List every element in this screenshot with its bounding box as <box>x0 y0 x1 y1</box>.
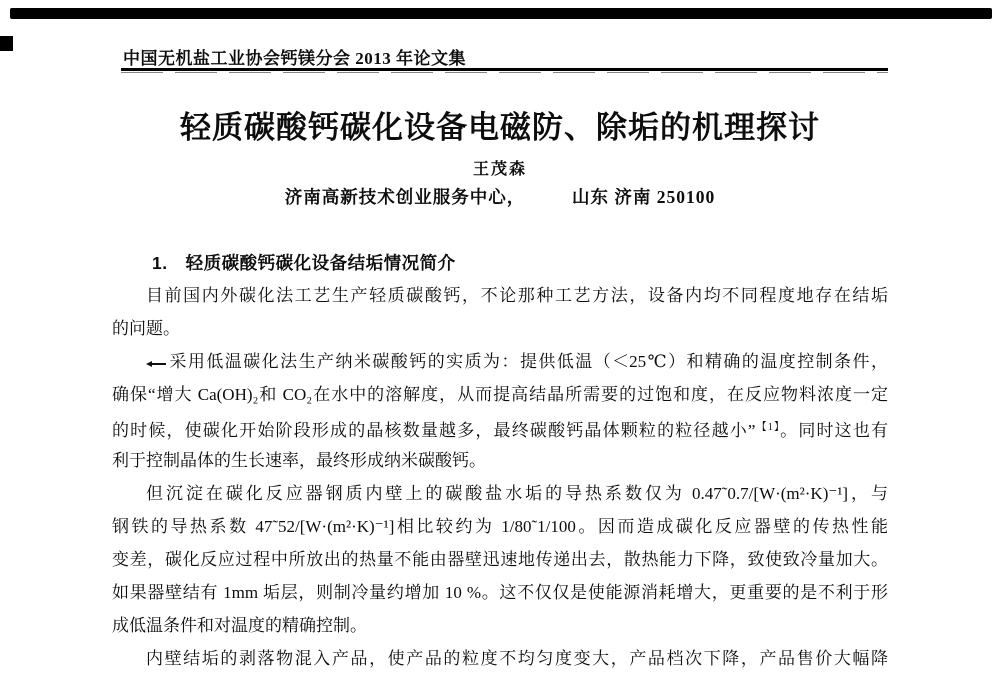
body-line: 但沉淀在碳化反应器钢质内壁上的碳酸盐水垢的导热系数仅为 0.47˜0.7/[W·(m²·K)⁻¹]，与 <box>146 484 888 503</box>
body-line: 目前国内外碳化法工艺生产轻质碳酸钙，不论那种工艺方法，设备内均不同程度地存在结垢 <box>146 286 888 305</box>
text-segment: 采用低温碳化法生产纳米碳酸钙的实质为：提供低温（＜25℃）和精确的温度控制条件， <box>168 352 888 371</box>
body-line: 确保“增大 Ca(OH)₂和 CO₂在水中的溶解度，从而提高结晶所需要的过饱和度，在反应物料浓度一定 <box>112 385 888 404</box>
body-line: 变差，碳化反应过程中所放出的热量不能由器壁迅速地传递出去，散热能力下降，致使致冷量加大。 <box>112 550 888 569</box>
body-line: 利于控制晶体的生长速率，最终形成纳米碳酸钙。 <box>112 451 486 470</box>
text-segment: 。同时这也有 <box>780 421 888 440</box>
body-line: 钢铁的导热系数 47˜52/[W·(m²·K)⁻¹]相比较约为 1/80˜1/100。因而造成碳化反应器壁的传热性能 <box>112 517 888 536</box>
text-segment: 的时候，使碳化开始阶段形成的晶核数量越多，最终碳酸钙晶体颗粒的粒径越小” <box>112 421 756 440</box>
scan-artifact-top-bar <box>10 8 992 19</box>
pen-mark-artifact <box>146 358 166 367</box>
citation-marker: 【1】 <box>755 422 781 433</box>
header-rule <box>121 68 888 73</box>
body-line: 的问题。 <box>112 319 180 338</box>
body-line: 内壁结垢的剥落物混入产品，使产品的粒度不均匀度变大，产品档次下降，产品售价大幅降 <box>146 649 888 668</box>
paper-title: 轻质碳酸钙碳化设备电磁防、除垢的机理探讨 <box>180 110 820 145</box>
body-line: 成低温条件和对温度的精确控制。 <box>112 616 367 635</box>
scan-artifact-left-blob <box>0 36 13 51</box>
body-line: 如果器壁结有 1mm 垢层，则制冷量约增加 10 %。这不仅仅是使能源消耗增大，更重要的是不利于形 <box>112 583 888 602</box>
paper-affiliation: 济南高新技术创业服务中心， 山东 济南 250100 <box>284 187 716 207</box>
header-rule-echo <box>121 72 888 73</box>
section-heading: 1. 轻质碳酸钙碳化设备结垢情况简介 <box>152 253 456 273</box>
paper-author: 王茂森 <box>472 161 527 178</box>
header-rule-main <box>121 68 888 71</box>
body-text <box>112 279 888 675</box>
body-line <box>112 411 888 444</box>
running-header: 中国无机盐工业协会钙镁分会 2013 年论文集 <box>123 49 466 68</box>
body-line <box>112 345 888 378</box>
